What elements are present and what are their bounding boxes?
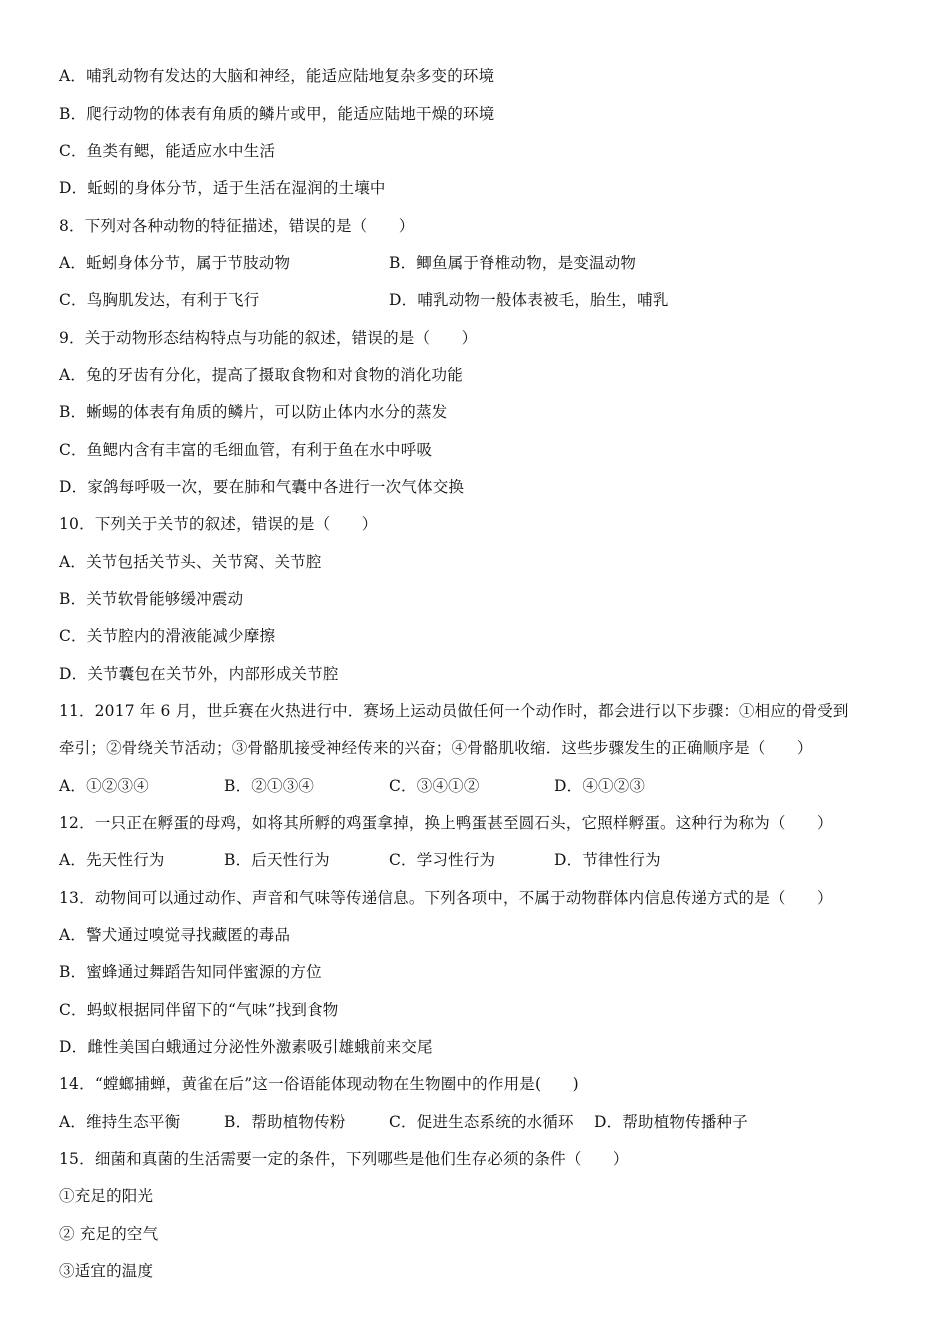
- q14-option-c: C．促进生态系统的水循环: [389, 1113, 574, 1131]
- q13-stem: 13．动物间可以通过动作、声音和气味等传递信息。下列各项中，不属于动物群体内信息传递方式的是（ ）: [59, 889, 833, 907]
- q12-stem: 12．一只正在孵蛋的母鸡，如将其所孵的鸡蛋拿掉，换上鸭蛋甚至圆石头，它照样孵蛋。这种行为称为（ ）: [59, 814, 833, 832]
- q12-option-d: D．节律性行为: [554, 851, 661, 869]
- q9-stem: 9．关于动物形态结构特点与功能的叙述，错误的是（ ）: [59, 329, 478, 347]
- q14-option-d: D．帮助植物传播种子: [594, 1113, 748, 1131]
- q8-stem: 8．下列对各种动物的特征描述，错误的是（ ）: [59, 217, 415, 235]
- q11-option-c: C．③④①②: [389, 777, 480, 795]
- q8-option-a: A．蚯蚓身体分节，属于节肢动物: [59, 254, 291, 272]
- q9-option-c: C．鱼鳃内含有丰富的毛细血管，有利于鱼在水中呼吸: [59, 441, 433, 459]
- q9-option-a: A．兔的牙齿有分化，提高了摄取食物和对食物的消化功能: [59, 366, 463, 384]
- q7-option-a: A．哺乳动物有发达的大脑和神经，能适应陆地复杂多变的环境: [59, 67, 495, 85]
- q9-option-b: B．蜥蜴的体表有角质的鳞片，可以防止体内水分的蒸发: [59, 403, 448, 421]
- q8-option-b: B．鲫鱼属于脊椎动物，是变温动物: [389, 254, 637, 272]
- q13-option-c: C．蚂蚁根据同伴留下的“气味”找到食物: [59, 1001, 339, 1019]
- q10-option-b: B．关节软骨能够缓冲震动: [59, 590, 244, 608]
- q11-option-a: A．①②③④: [59, 777, 149, 795]
- q12-option-a: A．先天性行为: [59, 851, 165, 869]
- q8-option-d: D．哺乳动物一般体表被毛，胎生，哺乳: [389, 291, 669, 309]
- q13-option-a: A．警犬通过嗅觉寻找藏匿的毒品: [59, 926, 291, 944]
- q15-stem: 15．细菌和真菌的生活需要一定的条件，下列哪些是他们生存必须的条件（ ）: [59, 1150, 629, 1168]
- q7-option-d: D．蚯蚓的身体分节，适于生活在湿润的土壤中: [59, 179, 386, 197]
- q13-option-b: B．蜜蜂通过舞蹈告知同伴蜜源的方位: [59, 963, 322, 981]
- q14-stem: 14．“螳螂捕蝉，黄雀在后”这一俗语能体现动物在生物圈中的作用是( ): [59, 1075, 579, 1093]
- q12-option-c: C．学习性行为: [389, 851, 496, 869]
- q14-option-a: A．维持生态平衡: [59, 1113, 181, 1131]
- q13-option-d: D．雌性美国白蛾通过分泌性外激素吸引雄蛾前来交尾: [59, 1038, 433, 1056]
- q11-option-b: B．②①③④: [224, 777, 315, 795]
- q15-condition-3: ③适宜的温度: [59, 1262, 154, 1280]
- q11-stem-line1: 11．2017 年 6 月，世乒赛在火热进行中．赛场上运动员做任何一个动作时，都会进行以下步骤：①相应的骨受到: [59, 702, 849, 720]
- q10-option-a: A．关节包括关节头、关节窝、关节腔: [59, 553, 322, 571]
- q10-option-c: C．关节腔内的滑液能减少摩擦: [59, 627, 276, 645]
- q10-stem: 10．下列关于关节的叙述，错误的是（ ）: [59, 515, 378, 533]
- q7-option-c: C．鱼类有鳃，能适应水中生活: [59, 142, 276, 160]
- q10-option-d: D．关节囊包在关节外，内部形成关节腔: [59, 665, 339, 683]
- q15-condition-2: ② 充足的空气: [59, 1225, 159, 1243]
- q15-condition-1: ①充足的阳光: [59, 1187, 154, 1205]
- q14-option-b: B．帮助植物传粉: [224, 1113, 346, 1131]
- q9-option-d: D．家鸽每呼吸一次，要在肺和气囊中各进行一次气体交换: [59, 478, 465, 496]
- q8-option-c: C．鸟胸肌发达，有利于飞行: [59, 291, 260, 309]
- q12-option-b: B．后天性行为: [224, 851, 330, 869]
- q7-option-b: B．爬行动物的体表有角质的鳞片或甲，能适应陆地干燥的环境: [59, 105, 495, 123]
- q11-option-d: D．④①②③: [554, 777, 646, 795]
- q11-stem-line2: 牵引；②骨绕关节活动；③骨骼肌接受神经传来的兴奋；④骨骼肌收缩．这些步骤发生的正确顺序是（ ）: [59, 739, 813, 757]
